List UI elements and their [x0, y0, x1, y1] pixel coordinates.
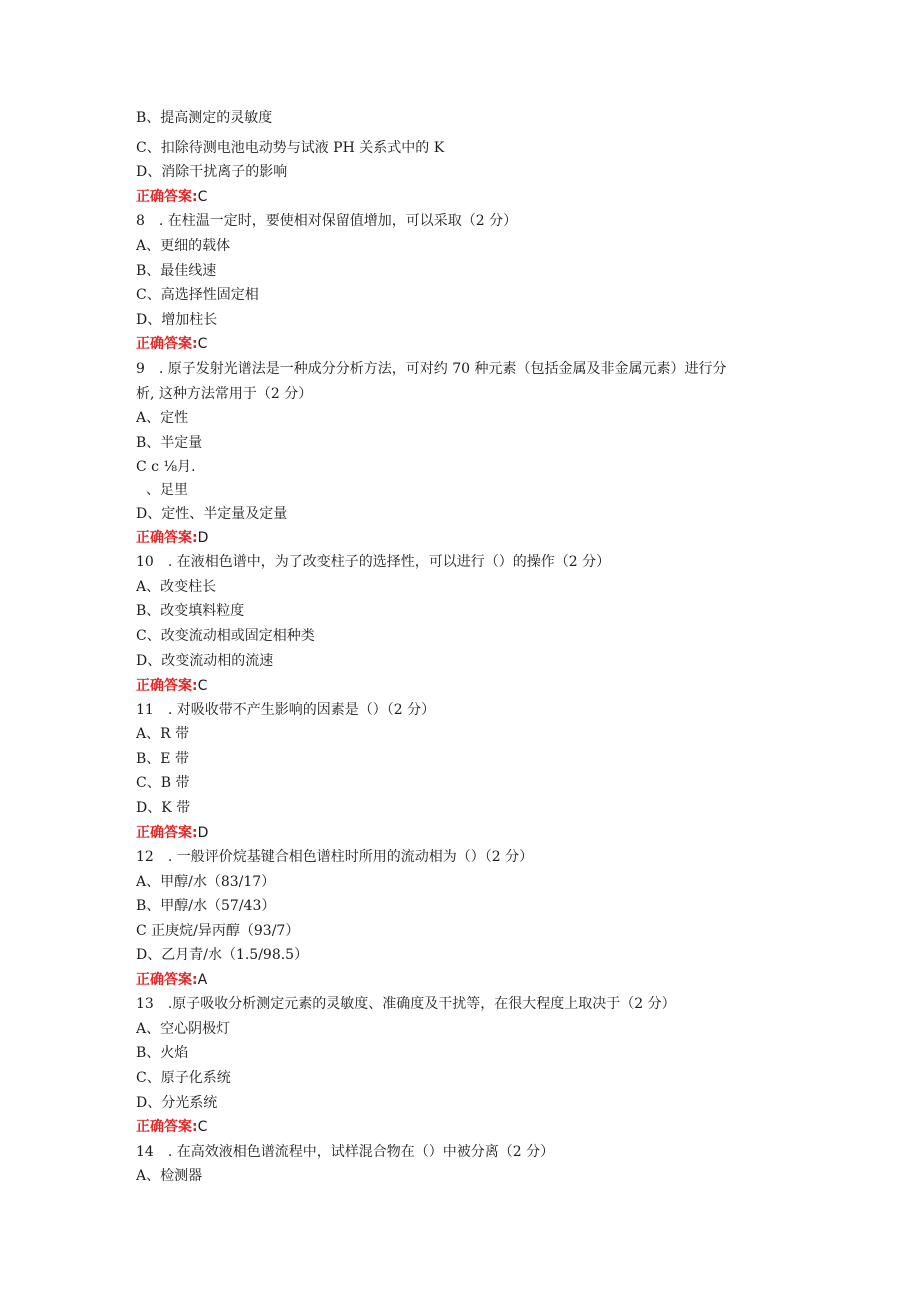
answer-value: A: [197, 972, 208, 988]
option-line: D、改变流动相的流速: [136, 653, 274, 669]
option-line: A、改变柱长: [136, 579, 217, 595]
question-8: 8 . 在柱温一定时，要使相对保留值增加，可以采取（2 分）: [136, 213, 518, 229]
option-line: B、甲醇/水（57/43）: [136, 898, 276, 914]
option-line: C 正庚烷/异丙醇（93/7）: [136, 923, 300, 939]
option-line: D、消除干扰离子的影响: [136, 164, 288, 180]
answer-value: C: [197, 678, 208, 694]
answer-line: [136, 676, 780, 696]
answer-line: [136, 1117, 780, 1137]
answer-line: [136, 970, 780, 990]
answer-line: [136, 334, 780, 354]
option-line: B、E 带: [136, 751, 189, 767]
option-line: A、更细的载体: [136, 238, 231, 254]
option-line: C、改变流动相或固定相种类: [136, 628, 315, 644]
answer-value: C: [197, 336, 208, 352]
answer-label: 正确答案:: [136, 1119, 198, 1135]
answer-line: [136, 528, 780, 548]
option-line: D、乙月青/水（1.5/98.5）: [136, 947, 309, 963]
answer-label: 正确答案:: [136, 530, 198, 546]
option-line: D、增加柱长: [136, 312, 218, 328]
answer-value: C: [197, 1119, 208, 1135]
option-line: D、定性、半定量及定量: [136, 506, 288, 522]
question-9-cont: 析, 这种方法常用于（2 分）: [136, 386, 313, 402]
question-14: 14 . 在高效液相色谱流程中，试样混合物在（）中被分离（2 分）: [136, 1144, 555, 1160]
answer-line: [136, 823, 780, 843]
answer-label: 正确答案:: [136, 336, 198, 352]
option-line: 、足里: [146, 482, 188, 498]
answer-label: 正确答案:: [136, 825, 198, 841]
option-line: C、原子化系统: [136, 1070, 231, 1086]
option-line: D、分光系统: [136, 1095, 218, 1111]
answer-value: D: [197, 825, 209, 841]
question-12: 12 . 一般评价烷基键合相色谱柱时所用的流动相为（）（2 分）: [136, 849, 534, 865]
question-10: 10 . 在液相色谱中，为了改变柱子的选择性，可以进行（）的操作（2 分）: [136, 554, 611, 570]
option-line: A、检测器: [136, 1168, 203, 1184]
option-line: B、最佳线速: [136, 263, 217, 279]
answer-label: 正确答案:: [136, 678, 198, 694]
answer-value: C: [197, 189, 208, 205]
question-13: 13 .原子吸收分析测定元素的灵敏度、准确度及干扰等，在很大程度上取决于（2 分）: [136, 996, 676, 1012]
question-9: 9 . 原子发射光谱法是一种成分分析方法，可对约 70 种元素（包括金属及非金属元素）进行分: [136, 361, 727, 377]
option-line: A、甲醇/水（83/17）: [136, 874, 276, 890]
option-line: D、K 带: [136, 800, 191, 816]
question-11: 11 . 对吸收带不产生影响的因素是（）（2 分）: [136, 702, 436, 718]
answer-line: [136, 187, 780, 207]
answer-value: D: [197, 530, 209, 546]
option-line: B、半定量: [136, 435, 203, 451]
option-line: B、提高测定的灵敏度: [136, 110, 273, 126]
option-line: A、空心阴极灯: [136, 1021, 231, 1037]
option-line: C、扣除待测电池电动势与试液 PH 关系式中的 K: [136, 140, 445, 156]
answer-label: 正确答案:: [136, 189, 198, 205]
option-line: A、R 带: [136, 726, 190, 742]
answer-label: 正确答案:: [136, 972, 198, 988]
option-line: C c ⅛月.: [136, 459, 196, 475]
option-line: A、定性: [136, 410, 189, 426]
option-line: C、高选择性固定相: [136, 287, 259, 303]
option-line: C、B 带: [136, 775, 190, 791]
option-line: B、火焰: [136, 1045, 189, 1061]
option-line: B、改变填料粒度: [136, 603, 245, 619]
